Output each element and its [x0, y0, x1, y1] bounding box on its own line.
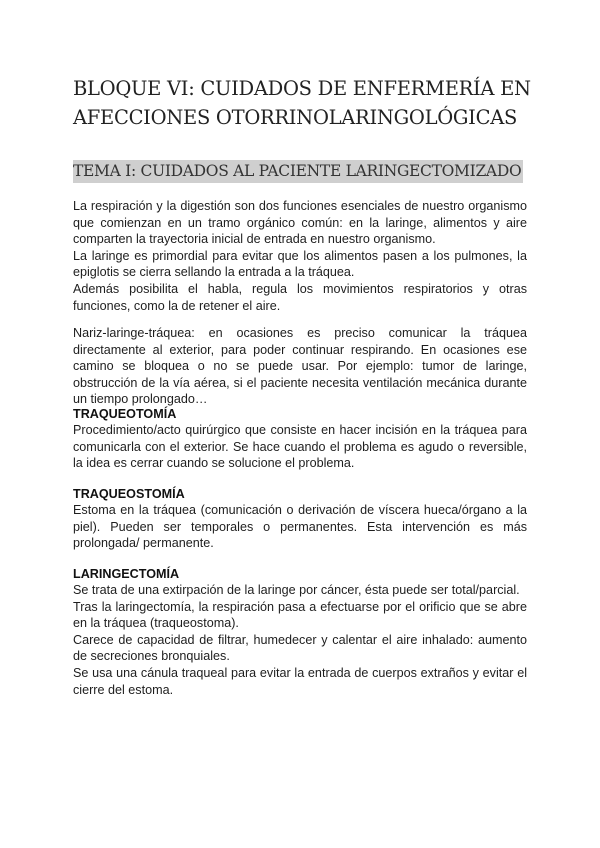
laringectomia-paragraph-3: Carece de capacidad de filtrar, humedecer y calentar el aire inhalado: aumento de secreciones bronquiales.	[73, 632, 527, 664]
section-heading-traqueotomia: TRAQUEOTOMÍA	[73, 407, 177, 421]
section-body-laringectomia	[73, 582, 527, 698]
laringectomia-paragraph-1: Se trata de una extirpación de la laringe por cáncer, ésta puede ser total/parcial.	[73, 583, 520, 597]
traqueostomia-paragraph-1: Estoma en la tráquea (comunicación o derivación de víscera hueca/órgano a la piel). Pueden ser temporales o permanentes. Esta intervención es más prolongada/ permanente.	[73, 503, 527, 551]
document-title-line-2: AFECCIONES OTORRINOLARINGOLÓGICAS	[73, 106, 518, 129]
topic-title: TEMA I: CUIDADOS AL PACIENTE LARINGECTOMIZADO	[73, 160, 523, 183]
document-title-line-1: BLOQUE VI: CUIDADOS DE ENFERMERÍA EN	[73, 77, 531, 100]
airway-paragraph-text: Nariz-laringe-tráquea: en ocasiones es preciso comunicar la tráquea directamente al exterior, para poder continuar respirando. En ocasiones ese camino se bloquea o no se puede usar. Por ejemplo: tumor de laringe, obstrucción de la vía aérea, si el paciente necesita ventilación mecánica durante un tiempo prolongado…	[73, 326, 527, 407]
intro-paragraph-3: Además posibilita el habla, regula los movimientos respiratorios y otras funciones, como la de retener el aire.	[73, 281, 527, 313]
intro-paragraph-1: La respiración y la digestión son dos funciones esenciales de nuestro organismo que comienzan en un tramo orgánico común: en la laringe, alimentos y aire comparten la trayectoria inicial de entrada en nuestro organismo.	[73, 199, 527, 247]
airway-paragraph	[73, 325, 527, 408]
section-body-traqueotomia	[73, 422, 527, 472]
section-heading-laringectomia: LARINGECTOMÍA	[73, 567, 180, 581]
laringectomia-paragraph-2: Tras la laringectomía, la respiración pasa a efectuarse por el orificio que se abre en la tráquea (traqueostoma).	[73, 599, 527, 631]
intro-paragraph-2: La laringe es primordial para evitar que los alimentos pasen a los pulmones, la epiglotis se cierra sellando la entrada a la tráquea.	[73, 248, 527, 280]
traqueotomia-paragraph-1: Procedimiento/acto quirúrgico que consiste en hacer incisión en la tráquea para comunicarla con el exterior. Se hace cuando el problema es agudo o reversible, la idea es cerrar cuando se solucione el problema.	[73, 423, 527, 471]
section-heading-traqueostomia: TRAQUEOSTOMÍA	[73, 487, 185, 501]
document-title	[73, 74, 531, 132]
section-body-traqueostomia	[73, 502, 527, 552]
laringectomia-paragraph-4: Se usa una cánula traqueal para evitar la entrada de cuerpos extraños y evitar el cierre del estoma.	[73, 665, 527, 697]
intro-paragraphs	[73, 198, 527, 314]
